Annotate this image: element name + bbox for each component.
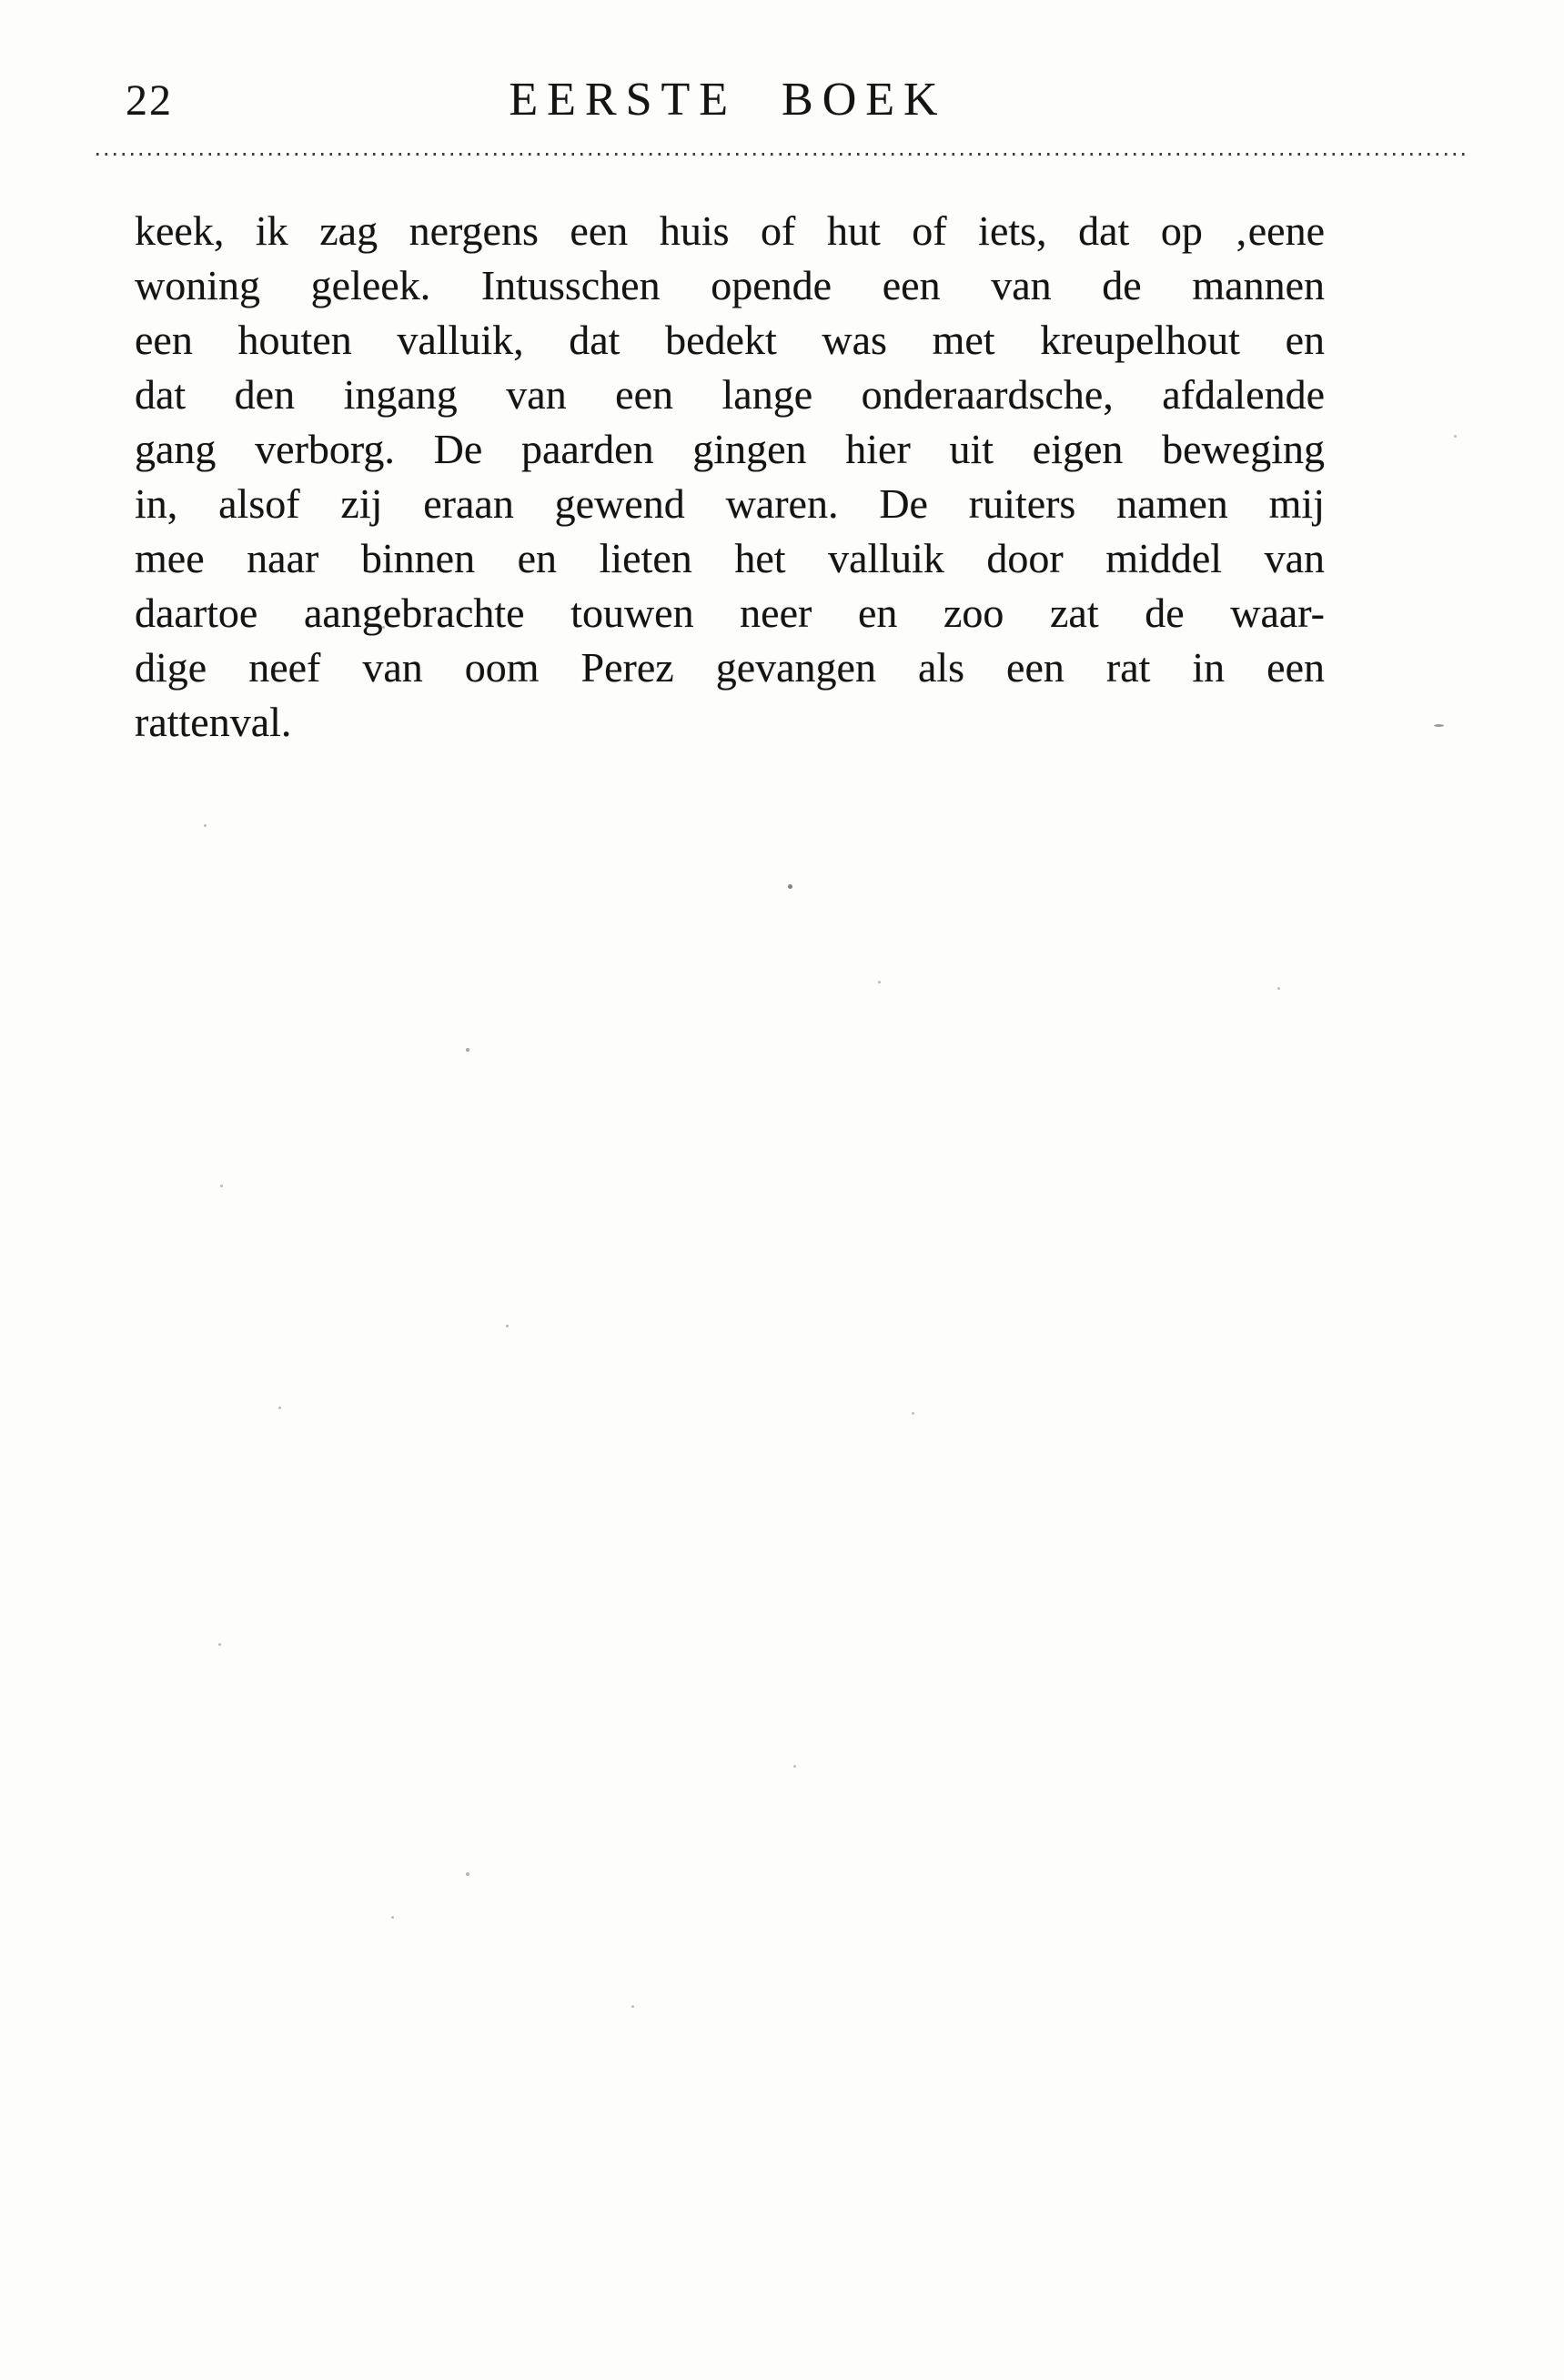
scan-speck	[1434, 724, 1444, 727]
scan-speck	[220, 1185, 223, 1187]
text-line: gang verborg. De paarden gingen hier uit eigen beweging	[135, 426, 1325, 472]
scan-speck	[506, 1325, 509, 1327]
chapter-header: EERSTE BOEK	[509, 74, 947, 126]
text-line: daartoe aangebrachte touwen neer en zoo zat de waar-	[135, 590, 1325, 636]
text-line: een houten valluik, dat bedekt was met kreupelhout en	[135, 317, 1325, 363]
text-line: dige neef van oom Perez gevangen als een rat in een	[135, 644, 1325, 691]
text-line: dat den ingang van een lange onderaardsche, afdalende	[135, 371, 1325, 418]
scan-speck	[631, 2005, 634, 2008]
scan-speck	[278, 1407, 281, 1409]
scan-speck	[1277, 987, 1280, 990]
text-line: woning geleek. Intusschen opende een van de mannen	[135, 262, 1325, 308]
scan-speck	[1454, 435, 1457, 438]
text-line: rattenval.	[135, 699, 292, 745]
scan-speck	[912, 1412, 914, 1415]
body-paragraph	[135, 204, 1325, 750]
text-line: in, alsof zij eraan gewend waren. De ruiters namen mij	[135, 480, 1325, 527]
scan-speck	[204, 824, 207, 827]
scan-speck	[382, 626, 385, 629]
scan-speck	[218, 1643, 221, 1646]
text-line: mee naar binnen en lieten het valluik door middel van	[135, 535, 1325, 581]
scan-speck	[878, 981, 881, 983]
scan-speck	[788, 884, 792, 889]
scan-speck	[466, 1048, 469, 1052]
scan-speck	[391, 1916, 394, 1919]
scan-speck	[793, 1765, 796, 1768]
scan-speck	[466, 1872, 469, 1876]
dotted-rule	[96, 153, 1467, 156]
text-line: keek, ik zag nergens een huis of hut of iets, dat op ‚eene	[135, 207, 1325, 254]
page-number: 22	[126, 76, 173, 125]
